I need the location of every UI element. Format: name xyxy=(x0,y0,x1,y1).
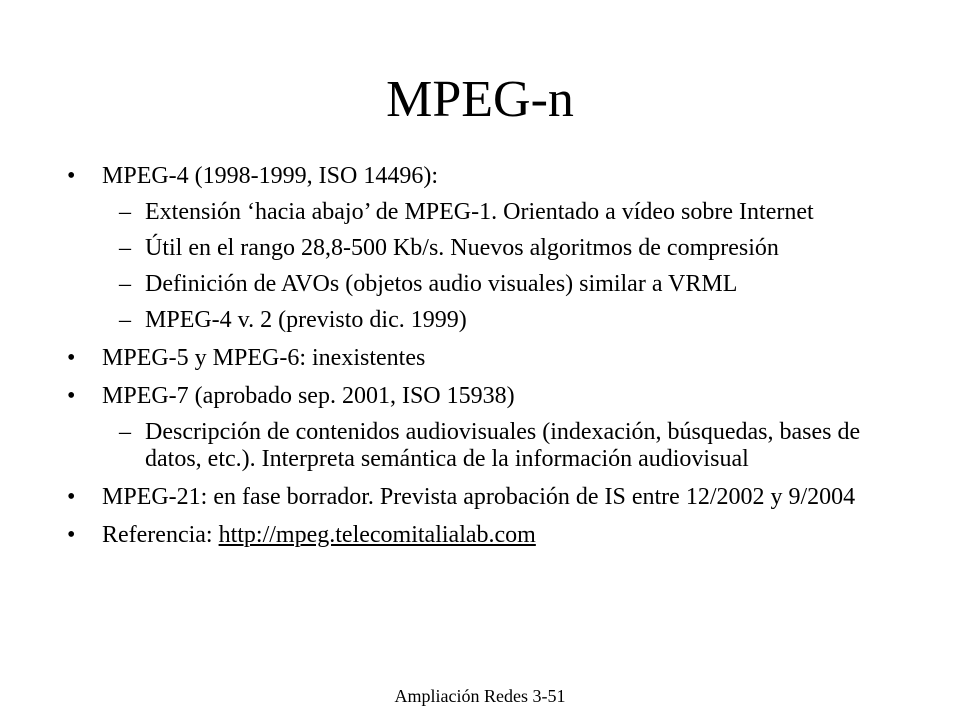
bullet-text: MPEG-5 y MPEG-6: inexistentes xyxy=(102,345,426,371)
slide-title: MPEG-n xyxy=(386,71,574,128)
dash-icon: – xyxy=(119,307,131,333)
sub-bullet-item xyxy=(119,307,865,334)
sub-bullet-text: Útil en el rango 28,8-500 Kb/s. Nuevos algoritmos de compresión xyxy=(145,235,779,261)
bullet-icon: • xyxy=(67,383,76,409)
sub-bullet-item xyxy=(119,235,865,262)
bullet-icon: • xyxy=(67,163,76,189)
sub-bullet-text: MPEG-4 v. 2 (previsto dic. 1999) xyxy=(145,307,467,333)
bullet-icon: • xyxy=(67,522,76,548)
dash-icon: – xyxy=(119,419,131,445)
dash-icon: – xyxy=(119,235,131,261)
bullet-list xyxy=(0,163,960,549)
bullet-item xyxy=(67,163,882,190)
sub-bullet-item xyxy=(119,271,865,298)
sub-bullet-item xyxy=(119,199,865,226)
bullet-icon: • xyxy=(67,484,76,510)
bullet-item xyxy=(67,522,882,549)
sub-bullet-text: Definición de AVOs (objetos audio visuales) similar a VRML xyxy=(145,271,738,297)
sub-bullet-item xyxy=(119,419,865,473)
slide-footer: Ampliación Redes 3-51 xyxy=(394,686,566,706)
dash-icon: – xyxy=(119,199,131,225)
sub-bullet-text: Extensión ‘hacia abajo’ de MPEG-1. Orientado a vídeo sobre Internet xyxy=(145,199,814,225)
sub-bullet-text: Descripción de contenidos audiovisuales (indexación, búsquedas, bases de datos, etc.). Interpreta semántica de la información audiovisual xyxy=(145,419,861,472)
bullet-item xyxy=(67,345,882,372)
bullet-item xyxy=(67,484,882,511)
bullet-text: MPEG-7 (aprobado sep. 2001, ISO 15938) xyxy=(102,383,515,409)
bullet-icon: • xyxy=(67,345,76,371)
dash-icon: – xyxy=(119,271,131,297)
bullet-item xyxy=(67,383,882,410)
bullet-text: MPEG-4 (1998-1999, ISO 14496): xyxy=(102,163,438,189)
bullet-text: Referencia: xyxy=(102,522,219,548)
reference-link[interactable]: http://mpeg.telecomitalialab.com xyxy=(218,522,536,548)
bullet-text: MPEG-21: en fase borrador. Prevista aprobación de IS entre 12/2002 y 9/2004 xyxy=(102,484,856,510)
